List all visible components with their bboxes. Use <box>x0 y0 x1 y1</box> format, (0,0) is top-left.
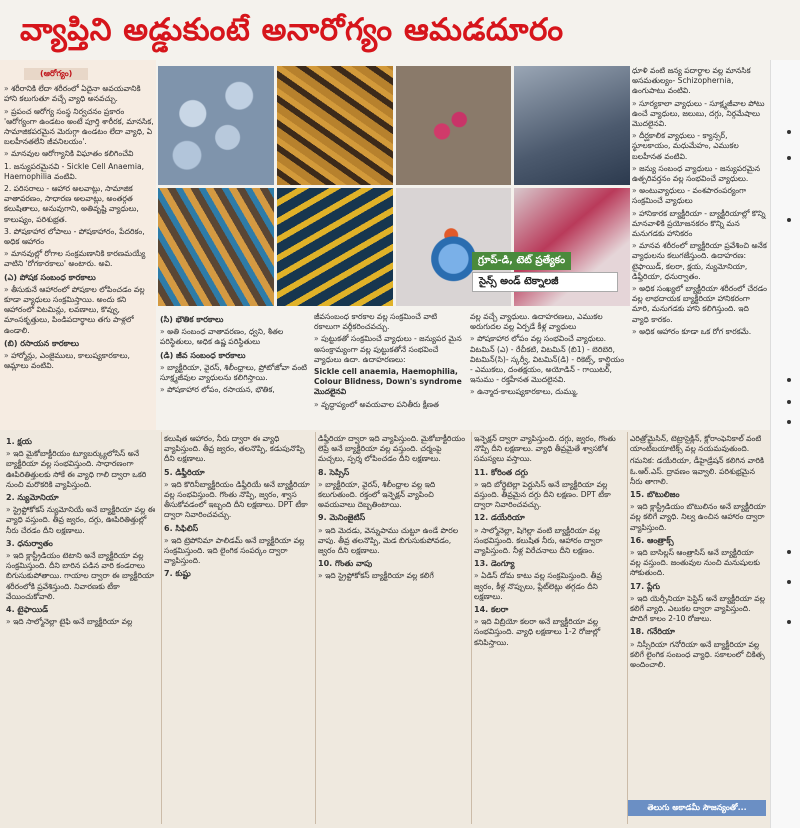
headline: వ్యాప్తిని అడ్డుకుంటే అనారోగ్యం ఆమడదూరం <box>20 12 564 48</box>
paragraph: » ఇది సాల్మోనెల్లా టైఫి అనే బ్యాక్టీరియా వల్ల <box>6 617 158 627</box>
paragraph: » పోషకాహార లోపం వల్ల సంభవించే వ్యాధులు. విటమిన్ (ఎ) - రేచీకటి, విటమిన్ (బి1) - బెరిబెరి, విటమిన్(సి)- స్కర్వీ, విటమిన్(డి) - రికెట్స్, కాల్షియం - ఎముకలు, దంతక్షయం, అయోడిన్ - గాయిటర్, ఇనుము - రక్తహీనత మొదలైనవి. <box>470 334 626 385</box>
paragraph: వల్ల వచ్చే వ్యాధులు. ఉదాహరణలు, ఎముకల అరుగుదల వల్ల ఏర్పడే కీళ్ల వ్యాధులు <box>470 312 603 332</box>
section-heading: (సి) భౌతిక కారకాలు <box>160 315 224 324</box>
paragraph: » ఇది క్లాస్ట్రీడియం టెటాని అనే బ్యాక్టీరియా వల్ల సంక్రమిస్తుంది. దీని బారిన పడిన వారి కండరాలు బిగుసుకుపోతాయి. గాయాల ద్వారా ఈ బ్యాక్టీరియా శరీరంలోకి ప్రవేశిస్తుంది. నివారణకు టీకా వేయించుకోవాలి. <box>6 551 158 602</box>
disease-heading: 5. డిఫ్తీరియా <box>164 467 205 477</box>
paragraph: గమనిక: డయేరియా, డీహైడ్రేషన్ కలిగిన వారికి ఓ.ఆర్.ఎస్. ద్రావణం ఇవ్వాలి. పరిశుభ్రమైన నీరు తాగాలి. <box>630 456 765 486</box>
paragraph: » పోషకాహార లోపం, రసాయన, భౌతిక, <box>160 385 308 395</box>
paragraph: » దీర్ఘకాలిక వ్యాధులు - క్యాన్సర్, స్థూలకాయం, మధుమేహం, ఎముకల బలహీనత వంటివి. <box>632 131 768 162</box>
paragraph: » స్ట్రెప్టోకోకస్ న్యుమోనియే అనే బ్యాక్టీరియా వల్ల ఈ వ్యాధి వస్తుంది. తీవ్ర జ్వరం, దగ్గు, ఊపిరితిత్తుల్లో నీరు చేరడం దీని లక్షణాలు. <box>6 505 158 536</box>
paragraph: » సాల్మోనెల్లా, షిగెల్లా వంటి బ్యాక్టీరియా వల్ల సంభవిస్తుంది. కలుషిత నీరు, ఆహారం ద్వారా వ్యాపిస్తుంది. నీళ్ల విరేచనాలు దీని లక్షణం. <box>474 526 624 557</box>
disease-heading: 9. మెనింజైటిస్ <box>318 513 366 523</box>
paragraph: » అతి సంబంధ వాతావరణం, ధ్వని, శీతల పరిస్థితులు, అధిక ఉష్ణ పరిస్థితులు <box>160 327 308 347</box>
paragraph: » హానికారక బ్యాక్టీరియా - బ్యాక్టీరియాల్లో కొన్ని మానవాళికి ప్రయోజనకరం కొన్ని మన మనుగడకు హానికరం <box>632 209 768 240</box>
disease-heading: 4. టైఫాయిడ్ <box>6 605 49 615</box>
bullet-dot <box>787 550 791 554</box>
paragraph: » వృద్ధాప్యంలో అవయవాల పనితీరు క్షీణత <box>314 400 464 410</box>
bullet-dot <box>787 400 791 404</box>
paragraph: కలుషిత ఆహారం, నీరు ద్వారా ఈ వ్యాధి వ్యాపిస్తుంది. తీవ్ర జ్వరం, తలనొప్పి, కడుపునొప్పి దీని లక్షణాలు. <box>164 434 305 464</box>
lower-column-2 <box>164 434 312 824</box>
paragraph: » తీసుకునే ఆహారంలో పోషకాల లోపించడం వల్ల కూడా వ్యాధులు సంక్రమిస్తాయి. అందు కని ఆహారంలో విటమిన్లు, లవణాలు, కొవ్వు, మాంసకృత్తులు, పిండిపదార్థాలు తగు పాళ్లలో ఉండాలి. <box>4 285 154 336</box>
bullet-dot <box>787 156 791 160</box>
disease-heading: 12. డయేరియా <box>474 513 525 523</box>
paragraph: డిఫ్తీరియా ద్వారా ఇది వ్యాపిస్తుంది. మైకోబాక్టీరియం లెప్రే అనే బ్యాక్టీరియా వల్ల వస్తుంది. చర్మంపై మచ్చలు, స్పర్శ లోపించడం దీని లక్షణాలు. <box>318 434 466 464</box>
bullet-dot <box>787 620 791 624</box>
section-heading: (ఎ) పోషక సంబంధ కారకాలు <box>4 272 96 282</box>
bacteria-photo <box>514 66 630 185</box>
paragraph: » ఇది మెదడు, వెన్నుపాము చుట్టూ ఉండే పొరల వాపు. తీవ్ర తలనొప్పి, మెడ బిగుసుకుపోవడం, జ్వరం దీని లక్షణాలు. <box>318 526 468 557</box>
badge-line1: గ్రూప్-డి, టెట్ ప్రత్యేకం <box>472 252 571 270</box>
disease-heading: 11. కోరింత దగ్గు <box>474 467 529 477</box>
paragraph: » అంటువ్యాధులు - వంశపారంపర్యంగా సంక్రమించే వ్యాధులు <box>632 186 768 206</box>
column-divider <box>471 432 472 824</box>
bacteria-photo <box>396 66 512 185</box>
bullet-dot <box>787 130 791 134</box>
bullet-dot <box>787 580 791 584</box>
intro-column <box>4 66 154 428</box>
bullet-dot <box>787 378 791 382</box>
paragraph: » ఏడిస్ దోమ కాటు వల్ల సంక్రమిస్తుంది. తీవ్ర జ్వరం, కీళ్ల నొప్పులు, ప్లేట్‌లెట్లు తగ్గడం దీని లక్షణాలు. <box>474 571 624 602</box>
paragraph: » ఇది విబ్రియో కలరా అనే బ్యాక్టీరియా వల్ల సంభవిస్తుంది. వ్యాధి లక్షణాలు 1-2 రోజుల్లో కనిపిస్తాయి. <box>474 617 624 648</box>
disease-heading: 18. గనేరియా <box>630 627 675 637</box>
disease-heading: 7. కుష్టు <box>164 569 191 579</box>
column-nutrition <box>470 312 626 428</box>
paragraph: జీవసంబంధ కారకాల వల్ల సంక్రమించే వాటి రకాలుగా వర్గీకరించవచ్చు. <box>314 312 438 332</box>
paragraph: 1. జన్యుపరమైనవి - Sickle Cell Anaemia, Haemophilia వంటివి. <box>4 161 145 181</box>
bacteria-photo <box>277 188 393 307</box>
column-divider <box>627 432 628 824</box>
paragraph: ఎరిత్రోమైసిన్, టెట్రాసైక్లిన్, క్లోరాంఫెనికాల్ వంటి యాంటీబయాటిక్స్ వల్ల నయమవుతుంది. <box>630 434 762 454</box>
paragraph: » ఇది ట్రెపోనిమా పాలిడమ్ అనే బ్యాక్టీరియా వల్ల సంక్రమిస్తుంది. ఇది లైంగిక సంపర్కం ద్వారా వ్యాపిస్తుంది. <box>164 536 312 567</box>
paragraph: » హార్మోన్లు, ఎంజైములు, కాలుష్యకారకాలు, ఆమ్లాలు వంటివి. <box>4 351 154 371</box>
paragraph: » బ్యాక్టీరియా, వైరస్, శిలీంధ్రాల వల్ల ఇది కలుగుతుంది. రక్తంలో ఇన్ఫెక్షన్ వ్యాపించి అవయవాలు దెబ్బతింటాయి. <box>318 480 468 511</box>
paragraph: » అధిక ఆహారం కూడా ఒక రోగ కారకమే. <box>632 327 768 337</box>
disease-heading: 8. సెప్సిస్ <box>318 467 350 477</box>
paragraph: » ఇది బోర్డెటెల్లా పెర్టుసిస్ అనే బ్యాక్టీరియా వల్ల వస్తుంది. తీవ్రమైన దగ్గు దీని లక్షణం. DPT టీకా ద్వారా నివారించవచ్చు. <box>474 480 624 511</box>
paragraph: » మానవుల్లో రోగాల సంక్రమణానికి కారణమయ్యే వాటిని 'రోగకారకాలు' అంటారు. అవి. <box>4 249 154 269</box>
disease-heading: 17. ప్లేగు <box>630 581 661 591</box>
disease-heading: 3. ధనుర్వాతం <box>6 538 53 548</box>
column-divider <box>161 432 162 824</box>
badge-line2: సైన్స్ అండ్ టెక్నాలజీ <box>472 272 618 292</box>
paragraph: » ఉన్మాద-కాలుష్యకారకాలు, దుమ్ము, <box>470 387 626 397</box>
disease-heading: 13. డెంగ్యూ <box>474 559 515 569</box>
paragraph: » ఇది మైకోబాక్టీరియం ట్యూబర్క్యులోసిస్ అనే బ్యాక్టీరియా వల్ల సంభవిస్తుంది. సాధారణంగా ఊపిరితిత్తులకు సోకే ఈ వ్యాధి గాలి ద్వారా ఒకరి నుంచి మరొకరికి వ్యాపిస్తుంది. <box>6 449 158 490</box>
disease-heading: 2. న్యుమోనియా <box>6 493 59 503</box>
section-heading: (డి) జీవ సంబంధ కారకాలు <box>160 350 246 360</box>
column-divider <box>315 432 316 824</box>
disease-heading: 1. క్షయ <box>6 437 32 446</box>
right-column <box>632 66 768 428</box>
column-bio <box>314 312 464 428</box>
paragraph: » మానవుల ఆరోగ్యానికి విఘాతం కలిగించేవి <box>4 149 154 159</box>
page-edge <box>770 60 800 828</box>
lower-column-3 <box>318 434 468 824</box>
section-heading: (బి) రసాయన కారకాలు <box>4 338 80 348</box>
paragraph: ఇన్ఫెక్షన్ ద్వారా వ్యాపిస్తుంది. దగ్గు, జ్వరం, గొంతు నొప్పి దీని లక్షణాలు. వ్యాధి తీవ్రమైతే శ్వాసకోశ సమస్యలు వస్తాయి. <box>474 434 616 464</box>
paragraph: ధూళి వంటి జన్య పదార్థాల వల్ల మానసిక అసమతుల్యం- Schizophernia, ఉంగుపాటు వంటివి. <box>632 66 751 96</box>
disease-heading: 6. సిఫిలిస్ <box>164 523 199 533</box>
paragraph: » సూర్యకాలా వ్యాధులు - సూక్ష్మజీవాల పోటు ఉంచే వ్యాధులు, జలుబు, దగ్గు, నిర్గమేషాలు మొదలైనవి. <box>632 99 768 130</box>
disease-heading: 16. ఆంత్రాక్స్ <box>630 535 674 545</box>
paragraph: » ప్రపంచ ఆరోగ్య సంస్థ నిర్వచనం ప్రకారం 'ఆరోగ్యంగా ఉండటం అంటే పూర్తి శారీరక, మానసిక, సామాజికపరమైన మెరుగ్గా ఉండటం లేదా వ్యాధి, ఏ బలహీనతలేని జీవనిలయం'. <box>4 107 154 148</box>
series-badge <box>472 248 618 286</box>
paragraph: » మానవ శరీరంలో బ్యాక్టీరియా ప్రవేశించి అనేక వ్యాధులను కలుగజేస్తుంది. ఉదాహరణ: టైఫాయిడ్, కలరా, క్షయ, న్యుమోనియా, డిఫ్తీరియా, ధనుర్వాతం. <box>632 241 768 282</box>
paragraph: » ఇది కొరినీబ్యాక్టీరియం డిఫ్తీరియే అనే బ్యాక్టీరియా వల్ల సంభవిస్తుంది. గొంతు నొప్పి, జ్వరం, శ్వాస తీసుకోవడంలో ఇబ్బంది దీని లక్షణాలు. DPT టీకా ద్వారా నివారించవచ్చు. <box>164 480 312 521</box>
section-tag: (ఆరోగ్యం) <box>24 68 88 80</box>
bullet-dot <box>787 218 791 222</box>
lower-column-4 <box>474 434 624 824</box>
paragraph: » పుట్టుకతో సంక్రమించే వ్యాధులు - జన్యుపర మైన అసంక్రామ్యంగా వల్ల పుట్టుకతోనే సంభవించే వ్యాధులు ఉదా. ఉదాహరణలు: <box>314 334 464 365</box>
paragraph: Sickle cell anaemia, Haemophilia, Colour Blidness, Down's syndrome మొదలైనవి <box>314 367 462 397</box>
paragraph: » ఇది స్ట్రెప్టోకోకస్ బ్యాక్టీరియా వల్ల కలిగే <box>318 571 468 581</box>
disease-heading: 10. గొంతు వాపు <box>318 559 373 569</box>
paragraph: » ఇది బాసిల్లస్ ఆంత్రాసిస్ అనే బ్యాక్టీరియా వల్ల వస్తుంది. జంతువుల నుంచి మనుషులకు సోకుతుంది. <box>630 548 766 579</box>
lower-column-5 <box>630 434 766 796</box>
credit-footer: తెలుగు అకాడమీ సౌజన్యంతో... <box>628 800 766 816</box>
bacteria-photo <box>158 188 274 307</box>
paragraph: » శరీరానికి లేదా శరీరంలో ఏదైనా అవయవానికి హాని కలుగుతూ వచ్చే వ్యాధి అనవచ్చు. <box>4 84 154 104</box>
bullet-dot <box>787 420 791 424</box>
paragraph: » అధిక సంఖ్యలో బ్యాక్టీరియా శరీరంలో చేరడం వల్ల లాభదాయక బ్యాక్టీరియా హానికరంగా మారి, మనుగడకు హాని కలిగిస్తుంది. ఇది వ్యాధి కారకం. <box>632 284 768 325</box>
lower-column-1 <box>6 434 158 824</box>
paragraph: » జన్యు సంబంధ వ్యాధులు - జన్యుపరమైన ఉత్పరివర్తనం వల్ల సంభవించే వ్యాధులు. <box>632 164 768 184</box>
column-c-d <box>160 312 308 428</box>
disease-heading: 15. బొటులిజం <box>630 490 680 500</box>
bacteria-photo <box>277 66 393 185</box>
paragraph: » ఇది క్లాస్ట్రీడియం బొటులినం అనే బ్యాక్టీరియా వల్ల కలిగే వ్యాధి. నిల్వ ఉంచిన ఆహారం ద్వారా వ్యాపిస్తుంది. <box>630 502 766 533</box>
paragraph: 2. పరిసరాలు - ఆహార అలవాట్లు, సామాజిక వాతావరణం, సాధారణ అలవాట్లు, అంతర్గత కలుషితాలు, అనువుగాని, అతివృష్టి వ్యాధులు, కాలుష్యం, పరిశుభ్రత. <box>4 184 139 224</box>
paragraph: » నిస్సీరియా గనోరియా అనే బ్యాక్టీరియా వల్ల కలిగే లైంగిక సంబంధ వ్యాధి. సకాలంలో చికిత్స అందించాలి. <box>630 640 766 671</box>
paragraph: 3. పోషకాహార లోపాలు - పోషకాహారం, పేదరికం, అధిక ఆహారం <box>4 226 145 247</box>
paragraph: » ఇది యెర్సీనియా పెస్టిస్ అనే బ్యాక్టీరియా వల్ల కలిగే వ్యాధి. ఎలుకల ద్వారా వ్యాపిస్తుంది. పొదిగే కాలం 2-10 రోజులు. <box>630 594 766 625</box>
bacteria-photo <box>158 66 274 185</box>
disease-heading: 14. కలరా <box>474 605 509 615</box>
paragraph: » బ్యాక్టీరియా, వైరస్, శిలీంధ్రాలు, ప్రోటోజోవా వంటి సూక్ష్మజీవుల వ్యాధులను కలిగిస్తాయి. <box>160 363 308 383</box>
